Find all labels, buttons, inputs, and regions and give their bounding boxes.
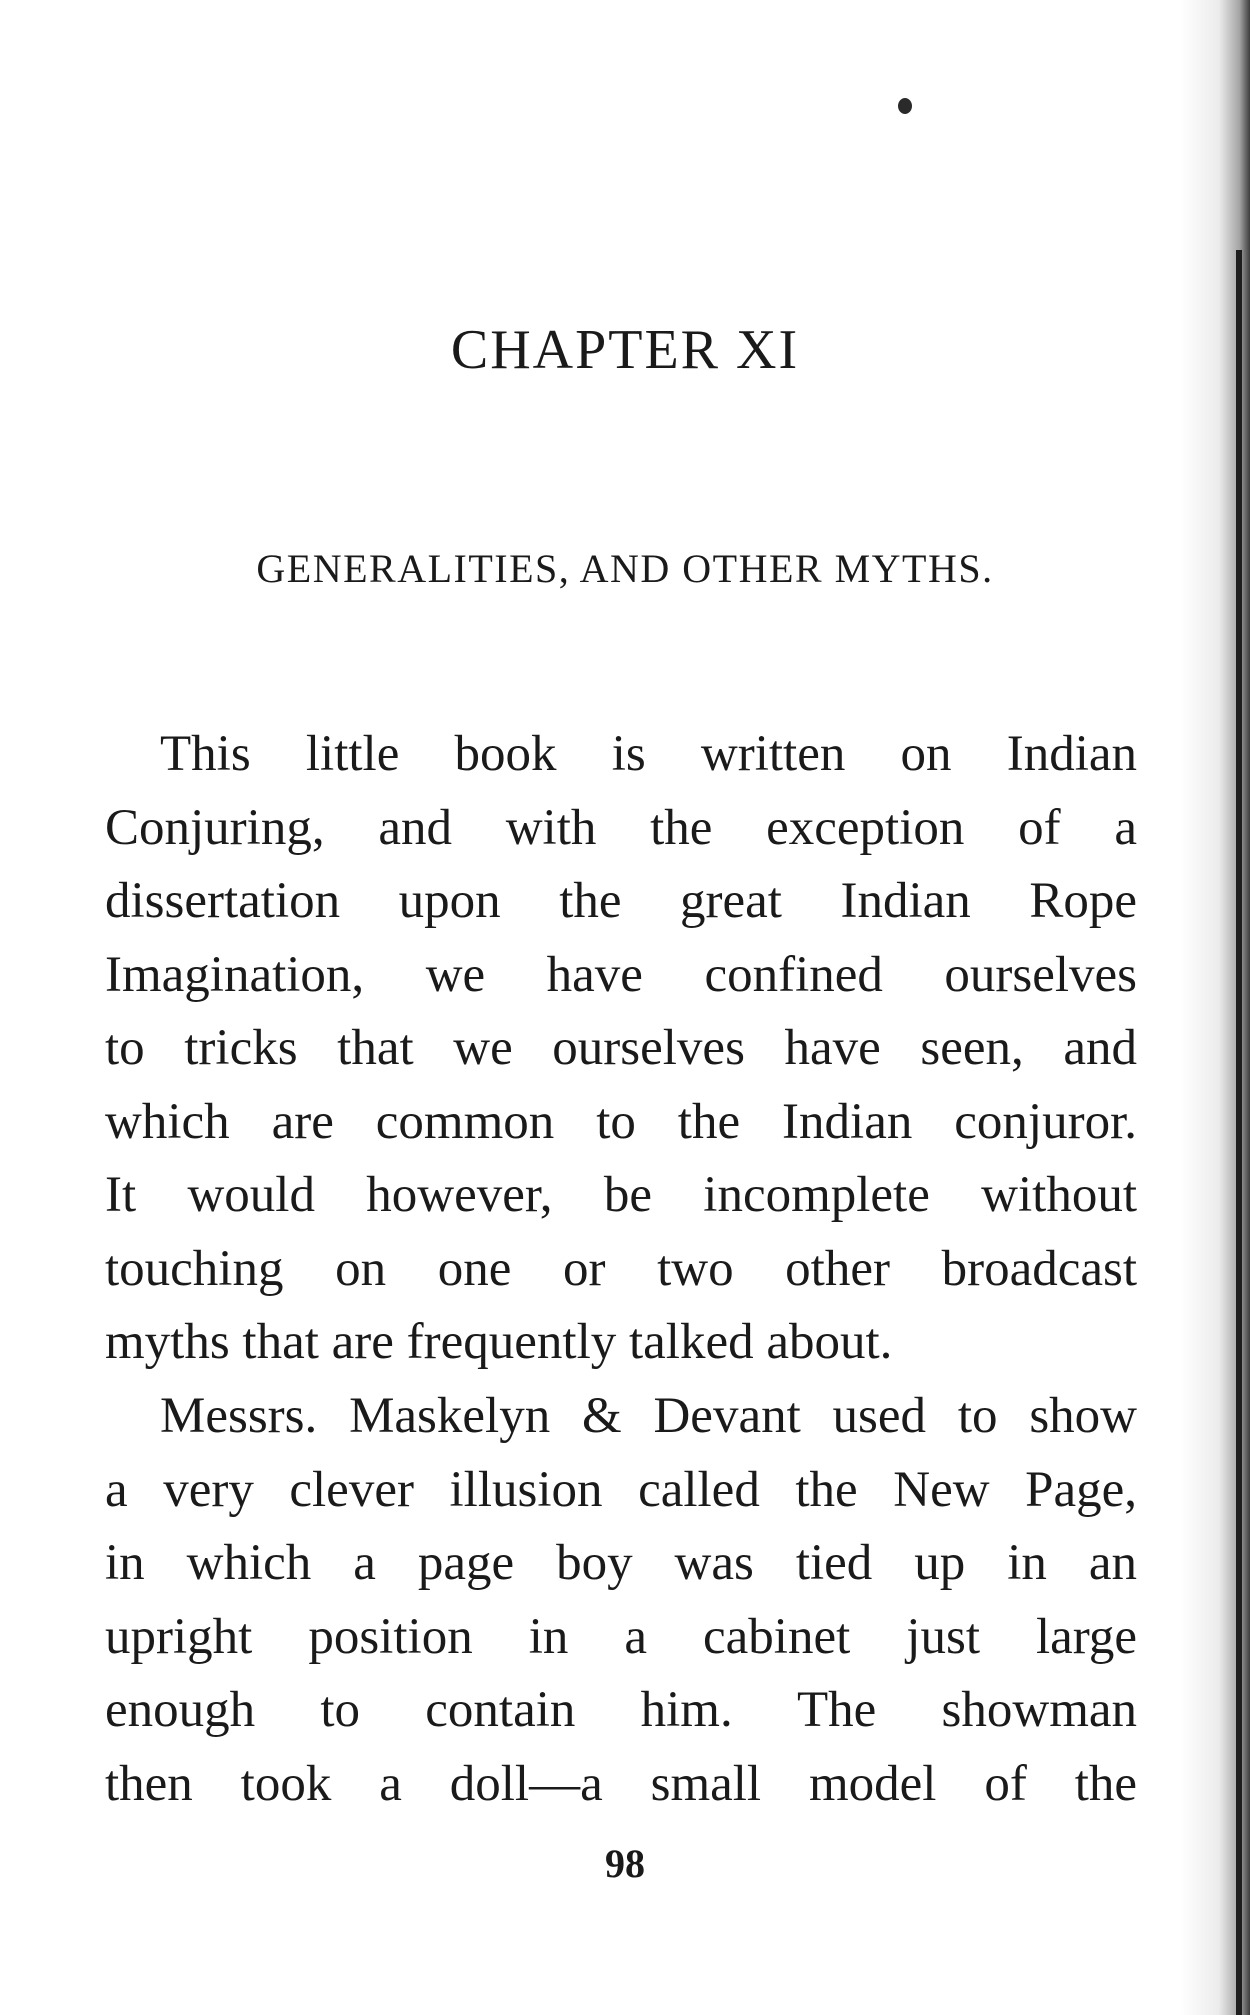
page-edge-line (1236, 250, 1242, 2015)
section-title: GENERALITIES, AND OTHER MYTHS. (256, 546, 994, 591)
page-number: 98 (605, 1841, 645, 1886)
text-line: It would however, be incomplete without (105, 1167, 1137, 1223)
text-line: Conjuring, and with the exception of a (105, 799, 1137, 856)
chapter-title: CHAPTER XI (450, 319, 800, 381)
paragraph-2 (105, 1380, 1137, 1821)
text-line: touching on one or two other broadcast (105, 1240, 1137, 1297)
text-line: in which a page boy was tied up in an (105, 1535, 1137, 1591)
text-line: Imagination, we have confined ourselves (105, 946, 1137, 1003)
text-line: myths that are frequently talked about. (105, 1314, 893, 1370)
text-line: Messrs. Maskelyn & Devant used to show (160, 1388, 1137, 1444)
text-line: a very clever illusion called the New Page, (105, 1461, 1137, 1518)
text-line: which are common to the Indian conjuror. (105, 1093, 1137, 1150)
text-line: to tricks that we ourselves have seen, and (105, 1020, 1137, 1076)
text-line: enough to contain him. The showman (105, 1682, 1137, 1738)
paragraph-1 (105, 718, 1137, 1380)
text-line: then took a doll—a small model of the (105, 1755, 1137, 1812)
text-line: upright position in a cabinet just large (105, 1608, 1137, 1665)
text-line: This little book is written on Indian (160, 726, 1137, 782)
text-line: dissertation upon the great Indian Rope (105, 873, 1137, 929)
ink-speck (898, 98, 912, 114)
